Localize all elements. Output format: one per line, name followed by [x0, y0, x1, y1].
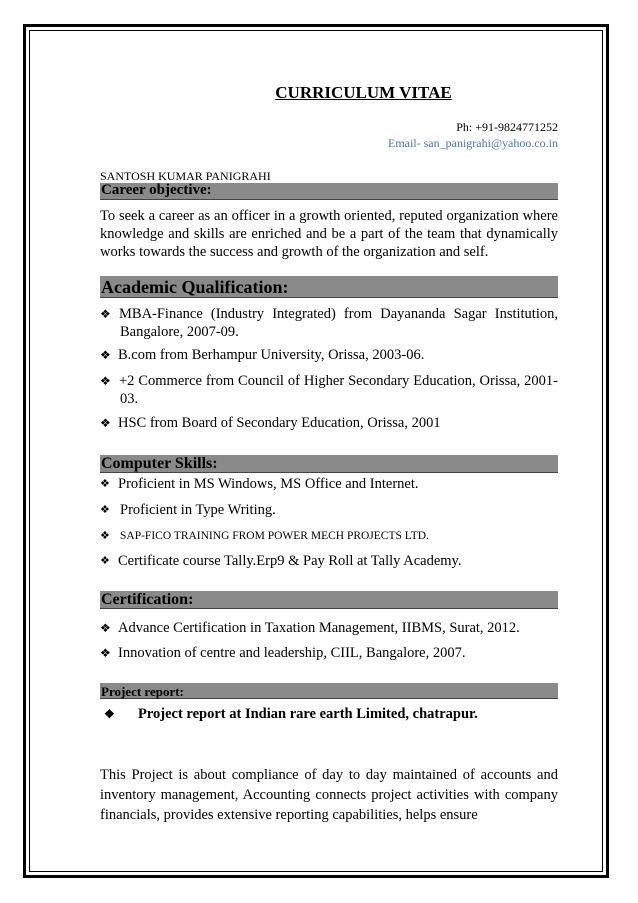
bullet-diamond-icon: ❖	[100, 416, 111, 430]
project-description-text: This Project is about compliance of day to day maintained of accounts and inventory management, Accounting connects project activities with company financials, provides extensive reporting capabilities, helps ensure	[100, 767, 558, 823]
list-item: ❖ Advance Certification in Taxation Management, IIBMS, Surat, 2012.	[100, 620, 520, 636]
section-bar-project	[100, 683, 558, 699]
section-bar-certification	[100, 591, 558, 609]
list-item: ❖ Proficient in Type Writing.	[100, 502, 276, 518]
bullet-diamond-icon: ❖	[100, 374, 111, 388]
list-item: ❖ Project report at Indian rare earth Limited, chatrapur.	[104, 706, 478, 722]
contact-email[interactable]: Email- san_panigrahi@yahoo.co.in	[387, 136, 558, 150]
list-item: ❖ MBA-Finance (Industry Integrated) from Dayananda Sagar Institution, Bangalore, 2007-09.	[100, 306, 558, 340]
list-item: ❖ Certificate course Tally.Erp9 & Pay Roll at Tally Academy.	[100, 553, 462, 569]
bullet-diamond-icon: ❖	[100, 348, 111, 362]
list-item: ❖ Innovation of centre and leadership, CIIL, Bangalore, 2007.	[100, 645, 466, 661]
bullet-diamond-icon: ❖	[100, 504, 110, 516]
bullet-diamond-icon: ❖	[100, 646, 111, 660]
candidate-name: SANTOSH KUMAR PANIGRAHI	[100, 169, 271, 183]
section-heading-certification: Certification:	[101, 591, 194, 608]
list-item: ❖ +2 Commerce from Council of Higher Secondary Education, Orissa, 2001-03.	[100, 373, 558, 407]
bullet-diamond-icon: ❖	[100, 478, 110, 490]
section-bar-computer	[100, 455, 558, 473]
section-bar-career	[100, 183, 558, 200]
contact-phone: Ph: +91-9824771252	[456, 120, 558, 134]
career-objective-text: To seek a career as an officer in a growth oriented, reputed organization where knowledge and skills are enriched and be a part of the team that dynamically works towards the success and growth of the organization and self.	[100, 208, 558, 260]
section-heading-computer: Computer Skills:	[101, 455, 218, 472]
bullet-diamond-icon: ❖	[100, 555, 110, 567]
bullet-diamond-icon: ❖	[100, 621, 111, 635]
list-item: ❖ HSC from Board of Secondary Education, Orissa, 2001	[100, 415, 441, 431]
bullet-diamond-icon: ❖	[100, 307, 111, 321]
bullet-diamond-icon: ❖	[104, 707, 115, 721]
section-heading-project: Project report:	[101, 684, 184, 699]
list-item: ❖ Proficient in MS Windows, MS Office and Internet.	[100, 476, 419, 492]
bullet-diamond-icon: ❖	[100, 530, 110, 542]
document-title: CURRICULUM VITAE	[275, 83, 452, 102]
page-border-inner	[29, 30, 603, 872]
list-item: ❖ SAP-FICO TRAINING FROM POWER MECH PROJECTS LTD.	[100, 527, 558, 545]
section-heading-career: Career objective:	[101, 182, 212, 198]
section-bar-academic	[100, 276, 558, 298]
section-heading-academic: Academic Qualification:	[101, 277, 289, 297]
list-item: ❖ B.com from Berhampur University, Orissa, 2003-06.	[100, 347, 425, 363]
